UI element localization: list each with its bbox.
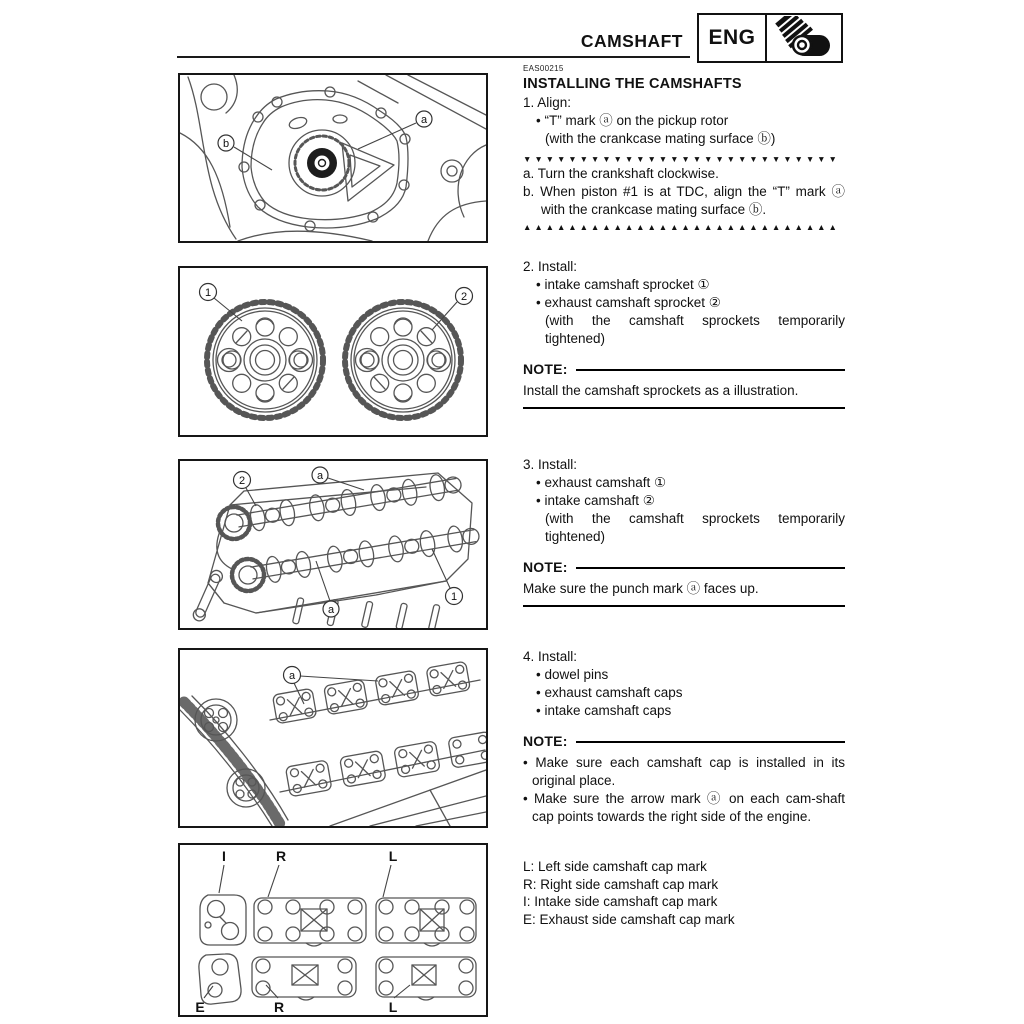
- note-end-rule: [523, 605, 845, 607]
- figure-pickup-rotor: [178, 73, 488, 243]
- procedure-end-marker: ▲▲▲▲▲▲▲▲▲▲▲▲▲▲▲▲▲▲▲▲▲▲▲▲▲▲▲▲: [523, 222, 840, 232]
- header-rule: [177, 56, 690, 58]
- bullet-parenthetical: (with the camshaft sprockets temporarily tightened): [545, 313, 845, 346]
- paragraph-code: EAS00215: [523, 64, 564, 73]
- callout-a-bottom: [316, 561, 339, 617]
- note-header: [523, 731, 845, 751]
- svg-text:2: 2: [460, 291, 468, 303]
- svg-text:R: R: [273, 999, 285, 1015]
- callout-1: [432, 549, 463, 605]
- bullet-item: • exhaust camshaft sprocket ②: [536, 295, 721, 310]
- callout-a-top: [312, 467, 364, 490]
- section-step-2: [523, 258, 845, 409]
- figure-camshaft-sprockets: [178, 266, 488, 437]
- bullet-item: • dowel pins: [536, 667, 609, 682]
- note-label: NOTE:: [523, 559, 568, 575]
- note-label: NOTE:: [523, 361, 568, 377]
- section-step-4: [523, 648, 845, 826]
- legend-item-l: L: Left side camshaft cap mark: [523, 859, 707, 874]
- step-label: 2. Install:: [523, 259, 578, 274]
- engine-cylinder-icon: [767, 15, 841, 61]
- callout-2: [432, 288, 473, 331]
- legend-item-r: R: Right side camshaft cap mark: [523, 876, 719, 892]
- note-header: [523, 359, 845, 379]
- step-label: 4. Install:: [523, 649, 578, 664]
- figure-camshaft-cap-marks: [178, 843, 488, 1017]
- step-label: 3. Install:: [523, 457, 578, 472]
- cap-marks-illustration: [180, 845, 486, 1015]
- procedure-start-marker: ▼▼▼▼▼▼▼▼▼▼▼▼▼▼▼▼▼▼▼▼▼▼▼▼▼▼▼▼: [523, 154, 840, 164]
- page-title: CAMSHAFT: [580, 31, 683, 51]
- svg-text:E: E: [195, 999, 205, 1015]
- chapter-badge: [697, 13, 843, 63]
- chapter-label: ENG: [699, 15, 767, 61]
- svg-text:L: L: [388, 848, 398, 864]
- svg-text:1: 1: [450, 591, 458, 603]
- section-step-1: [523, 64, 845, 233]
- note-rule: [576, 369, 845, 371]
- bullet-item: • intake camshaft caps: [536, 703, 672, 718]
- cap-mark-legend: [523, 858, 845, 928]
- svg-text:I: I: [222, 848, 226, 864]
- svg-text:a: a: [327, 604, 335, 616]
- svg-text:b: b: [222, 138, 230, 150]
- figure-camshaft-caps-installed: [178, 648, 488, 828]
- callout-2: [234, 472, 257, 507]
- bullet-item: • exhaust camshaft ①: [536, 475, 667, 490]
- callout-a: [358, 111, 432, 149]
- substep-b: b. When piston #1 is at TDC, align the “T” mark ⓐ with the crankcase mating surface ⓑ.: [523, 184, 845, 217]
- note-label: NOTE:: [523, 733, 568, 749]
- sprockets-illustration: [180, 268, 486, 435]
- bullet-item: • “T” mark ⓐ on the pickup rotor: [536, 113, 729, 128]
- legend-item-e: E: Exhaust side camshaft cap mark: [523, 911, 735, 927]
- bullet-continuation: (with the crankcase mating surface ⓑ): [545, 131, 776, 146]
- note-rule: [576, 567, 845, 569]
- figure-camshafts-installed: [178, 459, 488, 630]
- note-header: [523, 557, 845, 577]
- svg-text:2: 2: [238, 475, 246, 487]
- note-rule: [576, 741, 845, 743]
- svg-text:a: a: [316, 470, 324, 482]
- camshafts-illustration: [180, 461, 486, 628]
- legend-item-i: I: Intake side camshaft cap mark: [523, 894, 718, 909]
- note-bullet: • Make sure each camshaft cap is installed in its original place.: [523, 755, 845, 788]
- svg-text:L: L: [388, 999, 398, 1015]
- svg-text:1: 1: [204, 287, 212, 299]
- svg-text:a: a: [420, 114, 428, 126]
- section-step-3: [523, 456, 845, 607]
- bullet-item: • intake camshaft ②: [536, 493, 655, 508]
- substep-a: a. Turn the crankshaft clockwise.: [523, 166, 719, 181]
- pickup-rotor-illustration: [180, 75, 486, 241]
- bullet-item: • intake camshaft sprocket ①: [536, 277, 710, 292]
- note-end-rule: [523, 407, 845, 409]
- step-label: 1. Align:: [523, 95, 572, 110]
- svg-text:R: R: [275, 848, 287, 864]
- note-text: Install the camshaft sprockets as a illustration.: [523, 383, 799, 398]
- caps-installed-illustration: [180, 650, 486, 826]
- section-heading: INSTALLING THE CAMSHAFTS: [523, 76, 742, 92]
- svg-text:a: a: [288, 670, 296, 682]
- callout-1: [200, 284, 243, 322]
- bullet-item: • exhaust camshaft caps: [536, 685, 683, 700]
- note-text: Make sure the punch mark ⓐ faces up.: [523, 581, 759, 596]
- bullet-parenthetical: (with the camshaft sprockets temporarily tightened): [545, 511, 845, 544]
- note-bullet: • Make sure the arrow mark ⓐ on each cam-shaft cap points towards the right side of the engine.: [523, 791, 845, 824]
